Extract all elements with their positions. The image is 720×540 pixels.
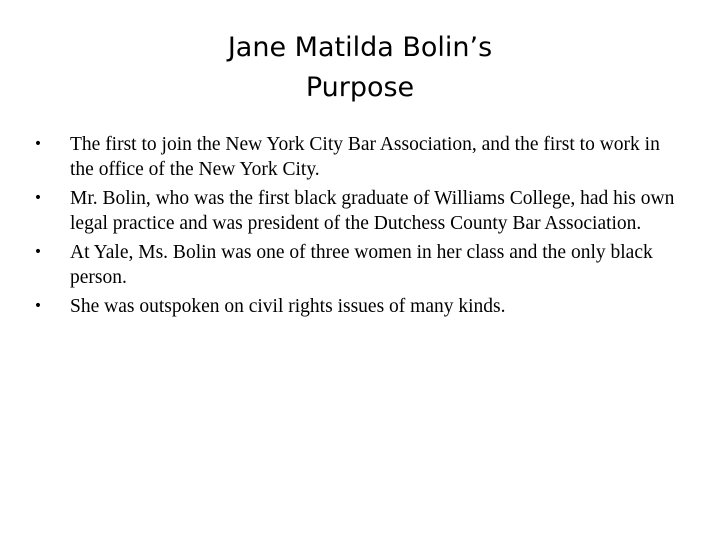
slide-title-line-2: Purpose [305,72,415,103]
bullet-text: She was outspoken on civil rights issues of many kinds. [70,296,506,317]
bullet-list [26,132,686,323]
bullet-icon: • [33,244,43,260]
bullet-item [26,186,686,236]
bullet-text: The first to join the New York City Bar Association, and the first to work in the office of the New York City. [70,134,660,180]
bullet-item [26,132,686,182]
bullet-icon: • [33,298,43,314]
bullet-text: Mr. Bolin, who was the first black graduate of Williams College, had his own legal practice and was president of the Dutchess County Bar Association. [70,188,675,234]
bullet-icon: • [33,190,43,206]
slide-title-line-1: Jane Matilda Bolin’s [227,32,493,63]
bullet-item [26,294,686,319]
bullet-text: At Yale, Ms. Bolin was one of three women in her class and the only black person. [70,242,653,288]
bullet-icon: • [33,136,43,152]
bullet-item [26,240,686,290]
slide-title [36,28,684,108]
